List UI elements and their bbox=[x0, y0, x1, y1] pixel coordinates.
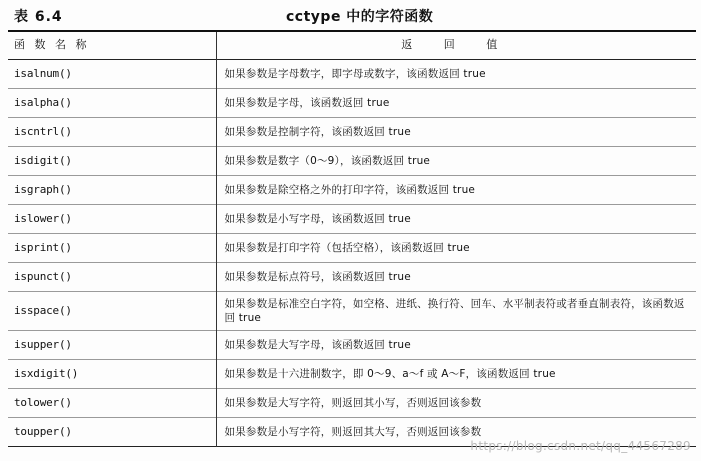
function-name-cell: toupper() bbox=[14, 424, 72, 438]
table-row bbox=[8, 330, 696, 359]
return-value-cell: 如果参数是控制字符，该函数返回 true bbox=[216, 117, 696, 146]
table-row bbox=[8, 146, 696, 175]
table-row bbox=[8, 388, 696, 417]
table-row bbox=[8, 233, 696, 262]
return-value-cell: 如果参数是小写字母，该函数返回 true bbox=[216, 204, 696, 233]
table-row bbox=[8, 88, 696, 117]
header-function-name: 函 数 名 称 bbox=[14, 38, 90, 52]
return-value-cell: 如果参数是标准空白字符，如空格、进纸、换行符、回车、水平制表符或者垂直制表符，该函数返回 true bbox=[216, 291, 696, 330]
function-name-cell: isxdigit() bbox=[14, 366, 79, 380]
return-value-cell: 如果参数是数字（0～9），该函数返回 true bbox=[216, 146, 696, 175]
return-value-cell: 如果参数是十六进制数字，即 0～9、a～f 或 A～F，该函数返回 true bbox=[216, 359, 696, 388]
function-name-cell: isprint() bbox=[14, 240, 72, 254]
header-return-value: 返 回 值 bbox=[216, 31, 696, 59]
return-value-cell: 如果参数是除空格之外的打印字符，该函数返回 true bbox=[216, 175, 696, 204]
table-container bbox=[8, 30, 696, 447]
return-value-cell: 如果参数是大写字符，则返回其小写，否则返回该参数 bbox=[216, 388, 696, 417]
function-name-cell: isgraph() bbox=[14, 182, 72, 196]
function-name-cell: isdigit() bbox=[14, 153, 72, 167]
table-row bbox=[8, 117, 696, 146]
table-row bbox=[8, 59, 696, 88]
table-number: 表 6.4 bbox=[14, 9, 63, 25]
watermark: https://blog.csdn.net/qq_44567289 bbox=[470, 439, 691, 453]
function-name-cell: tolower() bbox=[14, 395, 72, 409]
table-row bbox=[8, 359, 696, 388]
function-name-cell: isspace() bbox=[14, 303, 72, 317]
table-title: cctype 中的字符函数 bbox=[286, 9, 434, 25]
table-row bbox=[8, 291, 696, 330]
function-name-cell: isalpha() bbox=[14, 95, 72, 109]
return-value-cell: 如果参数是小写字符，则返回其大写，否则返回该参数 bbox=[216, 417, 696, 446]
function-name-cell: islower() bbox=[14, 211, 72, 225]
function-name-cell: iscntrl() bbox=[14, 124, 72, 138]
table-caption bbox=[0, 4, 701, 28]
function-name-cell: isupper() bbox=[14, 337, 72, 351]
return-value-cell: 如果参数是打印字符（包括空格），该函数返回 true bbox=[216, 233, 696, 262]
function-table bbox=[8, 30, 696, 447]
return-value-cell: 如果参数是大写字母，该函数返回 true bbox=[216, 330, 696, 359]
table-row bbox=[8, 175, 696, 204]
function-name-cell: ispunct() bbox=[14, 269, 72, 283]
table-row bbox=[8, 262, 696, 291]
return-value-cell: 如果参数是字母数字，即字母或数字，该函数返回 true bbox=[216, 59, 696, 88]
table-row bbox=[8, 204, 696, 233]
function-name-cell: isalnum() bbox=[14, 66, 72, 80]
table-header-row bbox=[8, 31, 696, 59]
return-value-cell: 如果参数是标点符号，该函数返回 true bbox=[216, 262, 696, 291]
return-value-cell: 如果参数是字母，该函数返回 true bbox=[216, 88, 696, 117]
